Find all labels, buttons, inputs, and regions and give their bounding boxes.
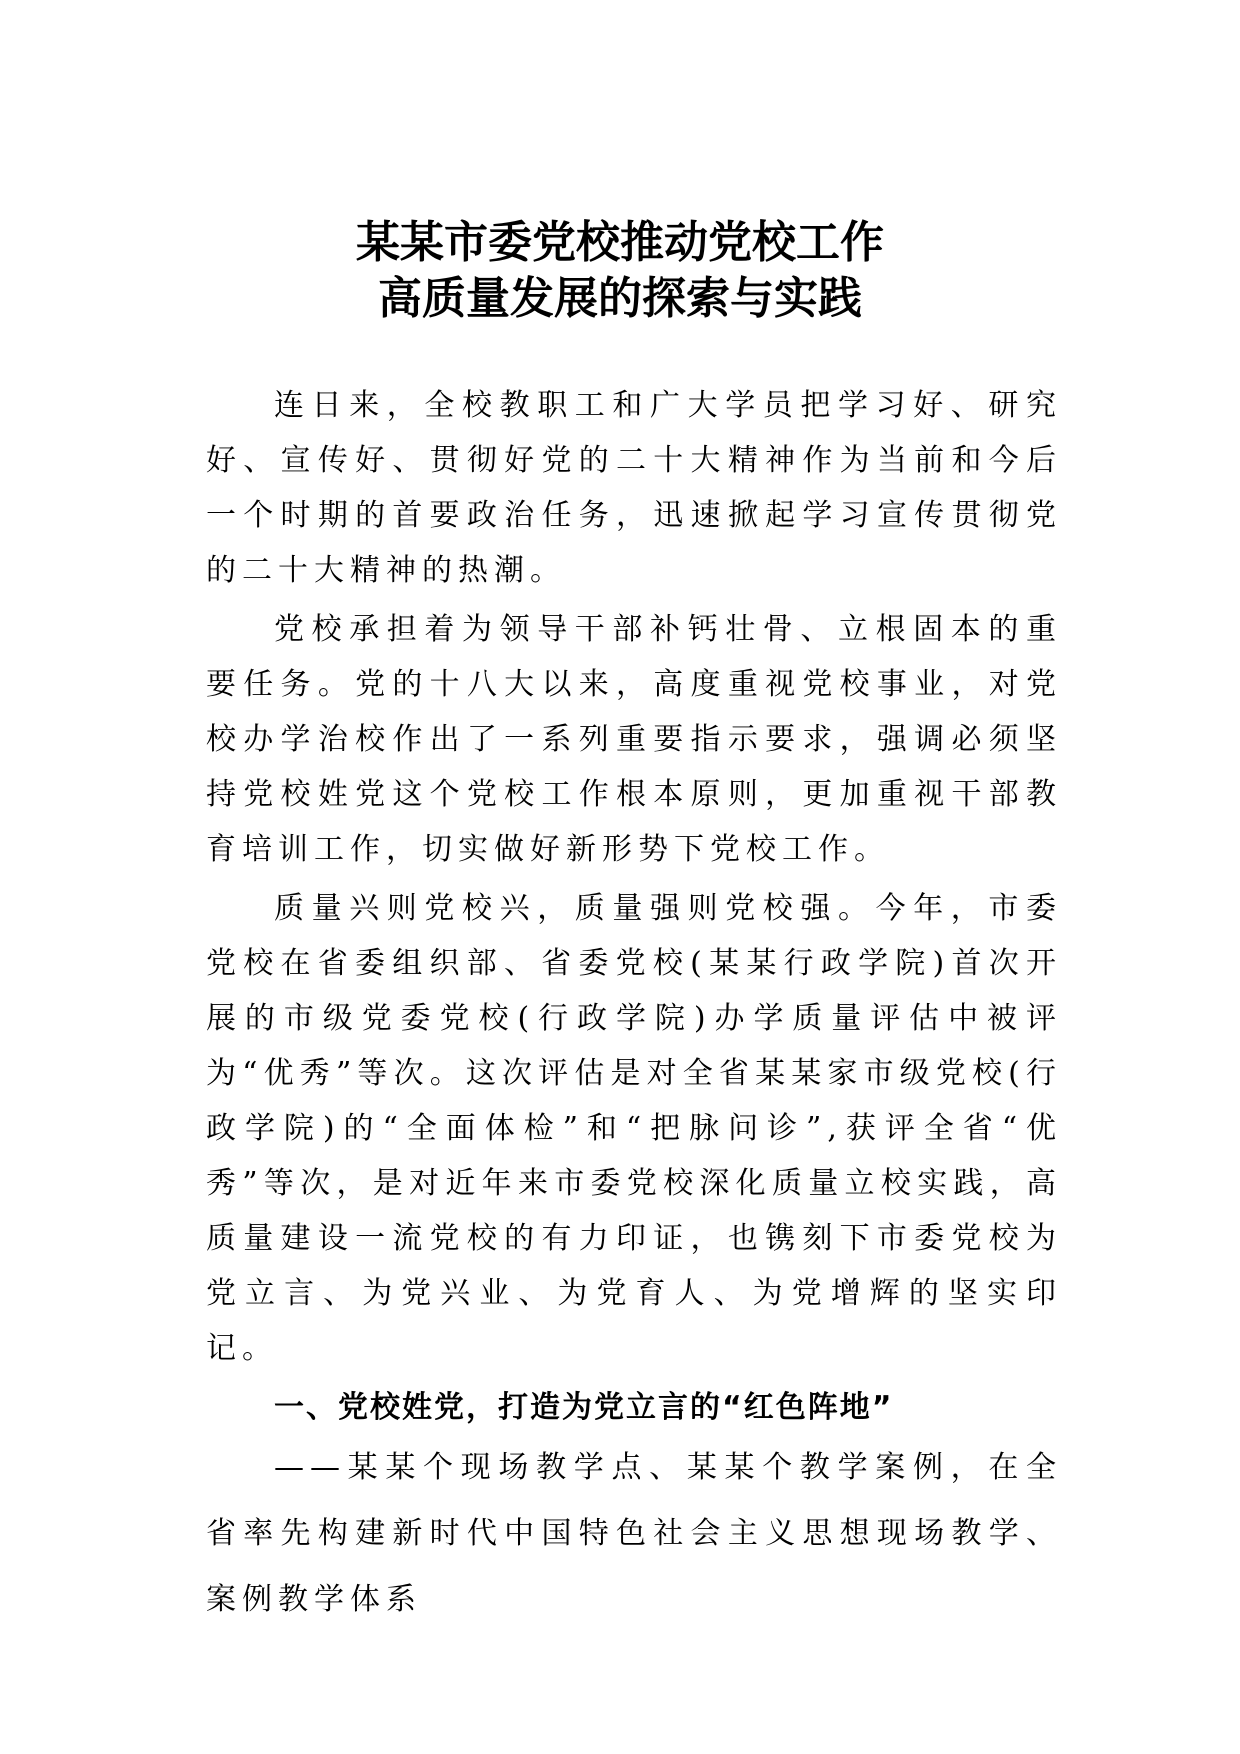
document-body (206, 378, 1062, 1633)
body-paragraph-2: 党校承担着为领导干部补钙壮骨、立根固本的重要任务。党的十八大以来，高度重视党校事业，对党校办学治校作出了一系列重要指示要求，强调必须坚持党校姓党这个党校工作根本原则，更加重视干部教育培训工作，切实做好新形势下党校工作。 (206, 612, 1062, 867)
body-paragraph-3: 质量兴则党校兴，质量强则党校强。今年，市委党校在省委组织部、省委党校(某某行政学院)首次开展的市级党委党校(行政学院)办学质量评估中被评为“优秀”等次。这次评估是对全省某某家市级党校(行政学院)的“全面体检”和“把脉问诊”,获评全省“优秀”等次，是对近年来市委党校深化质量立校实践，高质量建设一流党校的有力印证，也镌刻下市委党校为党立言、为党兴业、为党育人、为党增辉的坚实印记。 (206, 891, 1062, 1366)
section-heading: 一、党校姓党，打造为党立言的“红色阵地” (274, 1390, 894, 1425)
body-paragraph-1: 连日来，全校教职工和广大学员把学习好、研究好、宣传好、贯彻好党的二十大精神作为当前和今后一个时期的首要政治任务，迅速掀起学习宣传贯彻党的二十大精神的热潮。 (206, 388, 1062, 588)
document-title-line-1: 某某市委党校推动党校工作 (356, 217, 884, 268)
section-paragraph: ——某某个现场教学点、某某个教学案例，在全省率先构建新时代中国特色社会主义思想现场教学、案例教学体系 (206, 1450, 1062, 1617)
document-title-line-2: 高质量发展的探索与实践 (378, 273, 862, 324)
